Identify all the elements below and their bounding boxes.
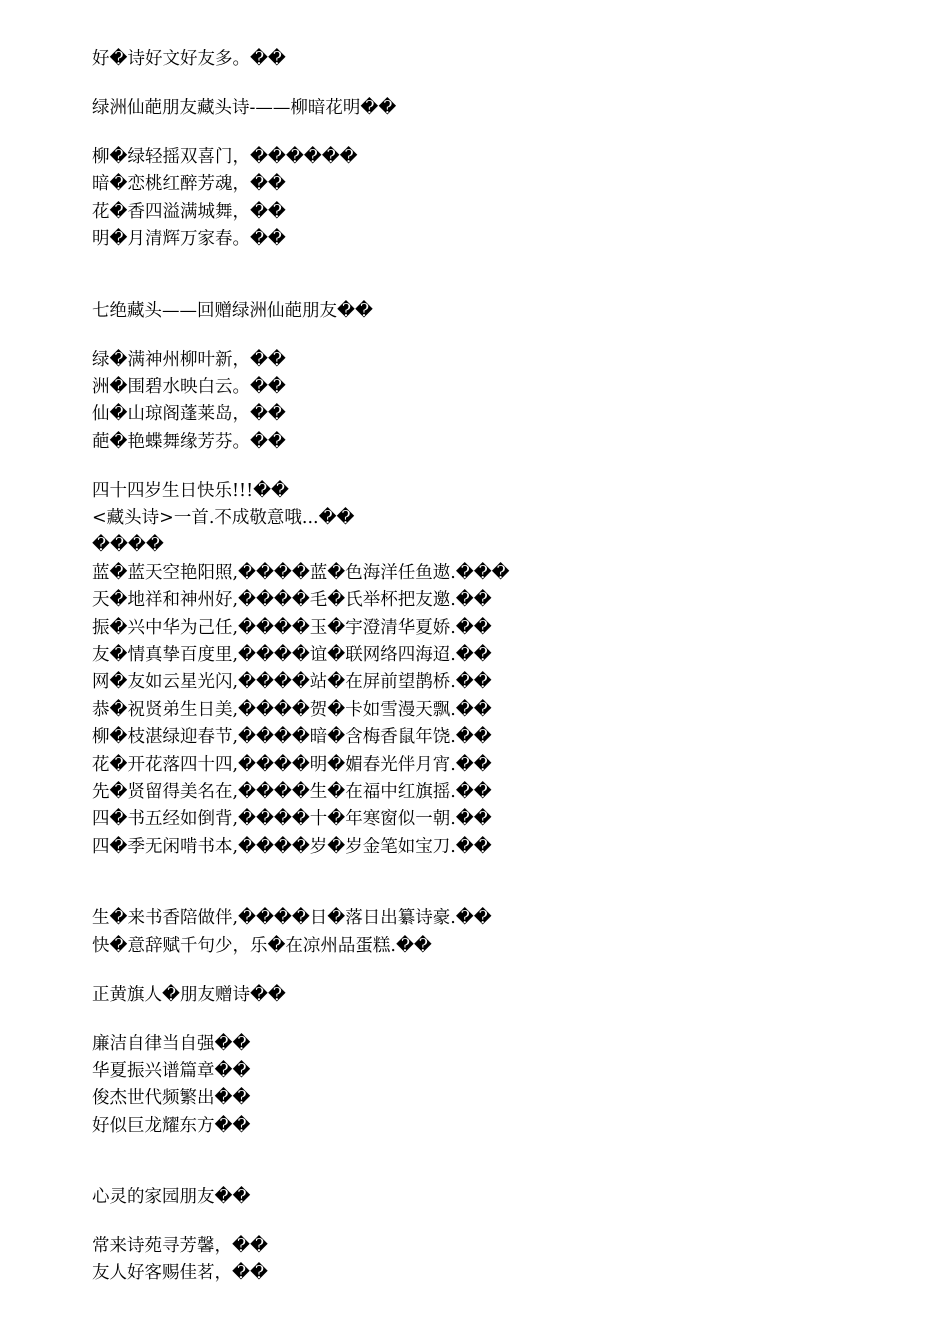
- text-line: 网�友如云星光闪,����站�在屏前望鹊桥.��: [92, 672, 492, 693]
- text-line: 花�香四溢满城舞，��: [92, 201, 286, 222]
- poem-3-ending: [92, 905, 922, 960]
- opening-line: [92, 46, 922, 73]
- text-line: 快�意辞赋千句少，乐�在凉州品蛋糕.��: [92, 935, 432, 956]
- text-line: 四�书五经如倒背,����十�年寒窗似一朝.��: [92, 809, 492, 830]
- text-line: 恭�祝贤弟生日美,����贺�卡如雪漫天飘.��: [92, 699, 492, 720]
- spacer: [92, 1009, 922, 1031]
- text-line: ����: [92, 535, 164, 556]
- text-line: 绿�满神州柳叶新，��: [92, 349, 286, 370]
- poem-3: [92, 478, 922, 861]
- text-line: 心灵的家园朋友��: [92, 1187, 251, 1208]
- spacer: [92, 456, 922, 478]
- text-line: 好似巨龙耀东方��: [92, 1115, 251, 1136]
- text-line: 柳�绿轻摇双喜门，������: [92, 146, 358, 167]
- text-line: 振�兴中华为己任,����玉�宇澄清华夏娇.��: [92, 617, 492, 638]
- poem-1: [92, 144, 922, 254]
- text-line: 生�来书香陪做伴,����日�落日出纂诗豪.��: [92, 908, 492, 929]
- text-line: 常来诗苑寻芳馨，��: [92, 1236, 268, 1257]
- spacer: [92, 960, 922, 982]
- text-line: 华夏振兴谱篇章��: [92, 1060, 251, 1081]
- text-line: 花�开花落四十四,����明�媚春光伴月宵.��: [92, 754, 492, 775]
- text-line: <藏头诗>一首.不成敬意哦...��: [92, 508, 355, 529]
- spacer: [92, 325, 922, 347]
- text-line: 蓝�蓝天空艳阳照,����蓝�色海洋任鱼遨.���: [92, 562, 510, 583]
- text-line: 七绝藏头——回赠绿洲仙葩朋友��: [92, 300, 373, 321]
- poem-title-4: [92, 982, 922, 1009]
- text-line: 暗�恋桃红醉芳魂，��: [92, 174, 286, 195]
- text-line: 廉洁自律当自强��: [92, 1033, 251, 1054]
- text-line: 正黄旗人�朋友赠诗��: [92, 984, 286, 1005]
- document-page: [92, 46, 922, 1288]
- poem-4: [92, 1031, 922, 1141]
- poem-title-1: [92, 95, 922, 122]
- text-line: 葩�艳蝶舞缘芳芬。��: [92, 431, 286, 452]
- text-line: 四�季无闲啃书本,����岁�岁金笔如宝刀.��: [92, 836, 492, 857]
- text-line: 绿洲仙葩朋友藏头诗-——柳暗花明��: [92, 97, 397, 118]
- spacer: [92, 861, 922, 905]
- text-line: 柳�枝湛绿迎春节,����暗�含梅香鼠年饶.��: [92, 727, 492, 748]
- text-line: 四十四岁生日快乐!!!��: [92, 480, 289, 501]
- text-line: 洲�围碧水映白云。��: [92, 376, 286, 397]
- poem-5: [92, 1233, 922, 1288]
- text-line: 天�地祥和神州好,����毛�氏举杯把友邀.��: [92, 590, 492, 611]
- spacer: [92, 73, 922, 95]
- spacer: [92, 1140, 922, 1184]
- text-line: 友人好客赐佳茗，��: [92, 1263, 268, 1284]
- text-line: 俊杰世代频繁出��: [92, 1088, 251, 1109]
- text-line: 明�月清辉万家春。��: [92, 229, 286, 250]
- spacer: [92, 254, 922, 298]
- text-line: 仙�山琼阁蓬莱岛，��: [92, 404, 286, 425]
- spacer: [92, 1211, 922, 1233]
- poem-2: [92, 347, 922, 457]
- text-line: 好�诗好文好友多。��: [92, 49, 286, 69]
- text-line: 先�贤留得美名在,����生�在福中红旗摇.��: [92, 781, 492, 802]
- spacer: [92, 122, 922, 144]
- text-line: 友�情真挚百度里,����谊�联网络四海迢.��: [92, 645, 492, 666]
- poem-title-5: [92, 1184, 922, 1211]
- poem-title-2: [92, 298, 922, 325]
